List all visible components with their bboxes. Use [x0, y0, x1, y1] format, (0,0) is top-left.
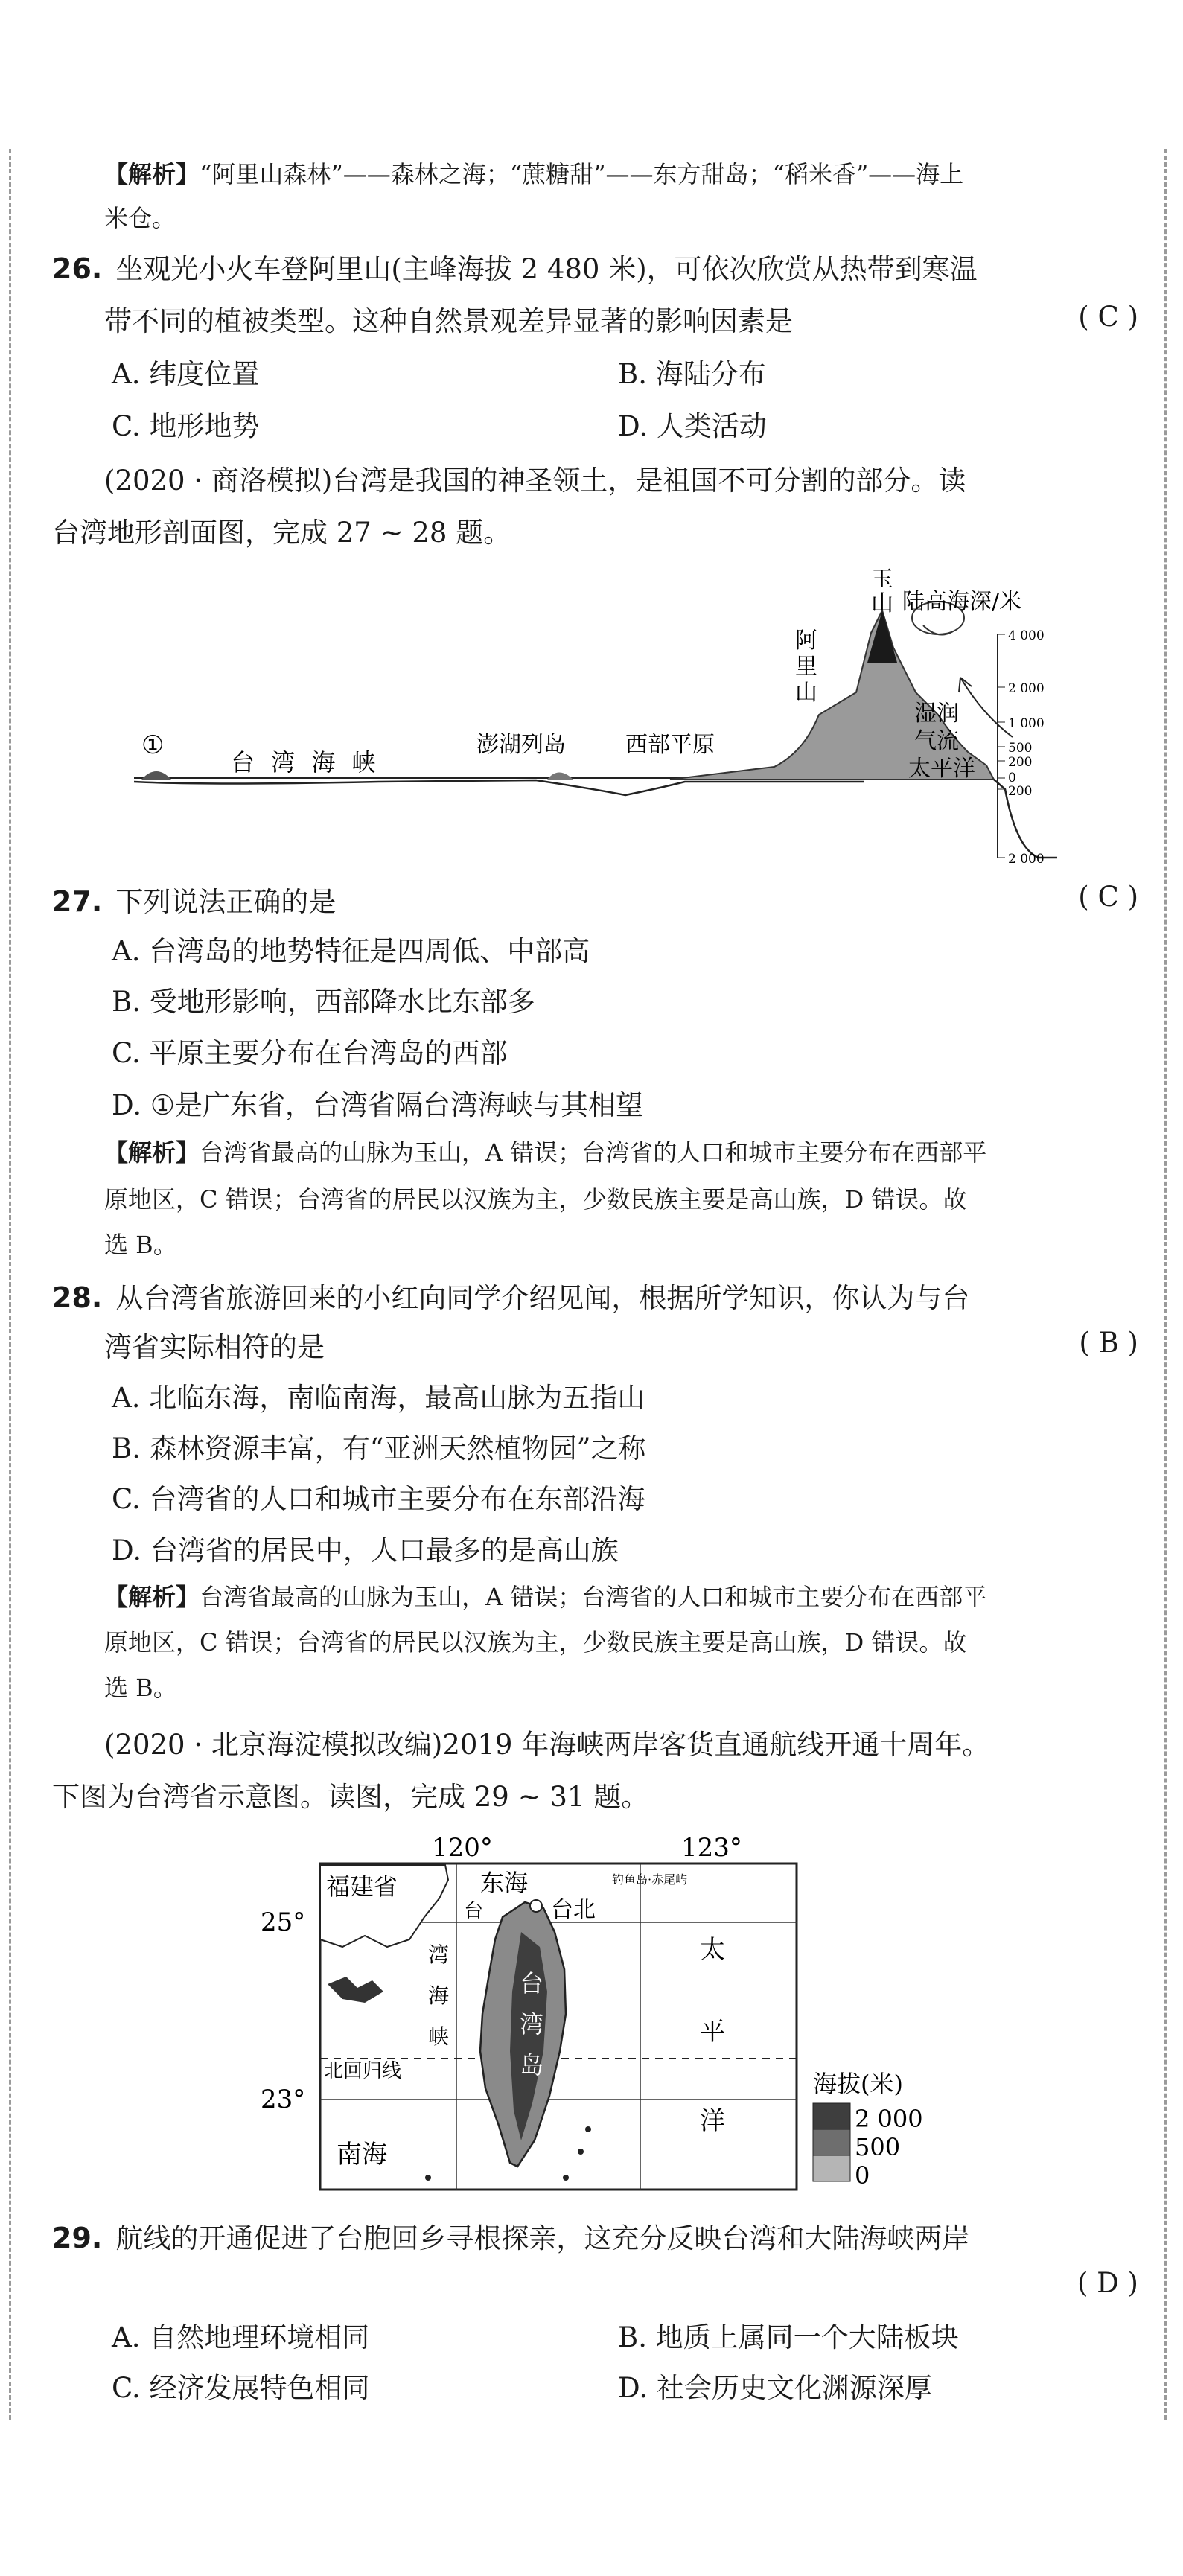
q27-stem — [52, 881, 1139, 923]
q28-option-b: B. 森林资源丰富，有“亚洲天然植物园”之称 — [112, 1432, 646, 1464]
scale-tick-2000-depth: 2 000 — [1008, 852, 1045, 867]
q27-analysis-line-2: 原地区，C 错误；台湾省的居民以汉族为主，少数民族主要是高山族，D 错误。故 — [104, 1185, 967, 1214]
q28-analysis-line-2: 原地区，C 错误；台湾省的居民以汉族为主，少数民族主要是高山族，D 错误。故 — [104, 1628, 967, 1657]
q28-analysis-tag: 【解析】 — [104, 1583, 200, 1611]
q27-analysis-line-3: 选 B。 — [104, 1231, 177, 1259]
scale-tick-200: 200 — [1008, 755, 1033, 770]
islet-dot-4 — [425, 2175, 431, 2181]
q26-option-b: B. 海陆分布 — [618, 358, 766, 390]
analysis-tag: 【解析】 — [104, 160, 200, 188]
lon-120-label: 120° — [432, 1833, 493, 1863]
taiwan-profile-figure — [119, 566, 1057, 871]
lon-123-label: 123° — [681, 1833, 742, 1863]
q27-option-c: C. 平原主要分布在台湾岛的西部 — [112, 1037, 508, 1069]
q28-stem-text: 从台湾省旅游回来的小红向同学介绍见闻，根据所学知识，你认为与台 — [115, 1282, 970, 1314]
taiwan-map-figure — [253, 1828, 923, 2200]
yushan-char-1: 玉 — [871, 567, 893, 593]
q26-option-d: D. 人类活动 — [618, 410, 767, 442]
donghai-label: 东海 — [480, 1869, 529, 1897]
yushan-char-2: 山 — [871, 590, 893, 616]
q26-number: 26. — [52, 252, 103, 285]
islet-dot-3 — [563, 2175, 569, 2181]
q29-option-a: A. 自然地理环境相同 — [112, 2321, 370, 2353]
intro-29-31-line-1: (2020 · 北京海淀模拟改编)2019 年海峡两岸客货直通航线开通十周年。 — [104, 1729, 990, 1761]
q28-analysis-line-3: 选 B。 — [104, 1674, 177, 1702]
humid-label: 湿润 — [914, 701, 959, 727]
alishan-char-1: 阿 — [795, 628, 817, 654]
q29-number: 29. — [52, 2222, 103, 2254]
nanhai-label: 南海 — [337, 2140, 387, 2169]
q27-analysis-line-1 — [104, 1132, 1183, 1173]
scale-tick-0: 0 — [1008, 771, 1016, 785]
q28-number: 28. — [52, 1281, 103, 1314]
q29-option-b: B. 地质上属同一个大陆板块 — [618, 2321, 959, 2353]
strait-char-1: 湾 — [428, 1942, 450, 1967]
pacific-char-3: 洋 — [700, 2106, 725, 2136]
alishan-char-3: 山 — [795, 680, 817, 706]
strait-char-2: 海 — [428, 1983, 450, 2008]
diaoyu-label: 钓鱼岛·赤尾屿 — [612, 1872, 688, 1887]
q28-analysis-text: 台湾省最高的山脉为玉山，A 错误；台湾省的人口和城市主要分布在西部平 — [200, 1583, 987, 1611]
q26-stem-line-2: 带不同的植被类型。这种自然景观差异显著的影响因素是 — [104, 305, 793, 337]
q26-answer: ( C ) — [1078, 301, 1138, 333]
island-char-1: 台 — [520, 1969, 544, 1998]
q28-answer: ( B ) — [1079, 1327, 1138, 1359]
mainland-landmass — [141, 771, 171, 780]
q26-option-a: A. 纬度位置 — [112, 358, 260, 390]
taibei-label: 台北 — [551, 1897, 596, 1923]
scale-tick-500: 500 — [1008, 741, 1033, 756]
pacific-char-1: 太 — [700, 1935, 725, 1965]
legend-value-0: 0 — [855, 2161, 870, 2190]
islet-dot-1 — [585, 2126, 591, 2132]
scale-ticks — [998, 634, 1005, 858]
q27-number: 27. — [52, 885, 103, 918]
q29-answer: ( D ) — [1077, 2267, 1138, 2299]
scale-tick-4000: 4 000 — [1008, 628, 1045, 643]
legend-value-2000: 2 000 — [855, 2105, 923, 2133]
strait-char-3: 峡 — [428, 2024, 450, 2049]
legend-swatch-low — [813, 2155, 850, 2181]
marker-1: ① — [141, 730, 165, 760]
island-char-3: 岛 — [520, 2051, 544, 2079]
island-char-2: 湾 — [520, 2010, 544, 2038]
legend-value-500: 500 — [855, 2133, 901, 2161]
tropic-label: 北回归线 — [324, 2060, 402, 2082]
left-margin-dashed-line — [9, 149, 11, 2420]
intro-analysis-line-1 — [104, 154, 1183, 194]
scale-tick-2000: 2 000 — [1008, 681, 1045, 696]
fujian-label: 福建省 — [326, 1872, 398, 1901]
q27-stem-text: 下列说法正确的是 — [115, 886, 337, 918]
penghu-landmass — [547, 773, 573, 780]
scale-tick-200-depth: 200 — [1008, 784, 1033, 799]
q28-option-d: D. 台湾省的居民中，人口最多的是高山族 — [112, 1534, 619, 1566]
intro-analysis-line-2: 米仓。 — [104, 204, 176, 232]
intro-27-28-line-1: (2020 · 商洛模拟)台湾是我国的神圣领土，是祖国不可分割的部分。读 — [104, 465, 966, 497]
q27-option-a: A. 台湾岛的地势特征是四周低、中部高 — [112, 935, 590, 967]
q26-option-c: C. 地形地势 — [112, 410, 260, 442]
scale-title: 陆高海深/米 — [902, 589, 1022, 615]
q28-option-a: A. 北临东海，南临南海，最高山脉为五指山 — [112, 1382, 645, 1414]
q26-stem-text: 坐观光小火车登阿里山(主峰海拔 2 480 米)，可依次欣赏从热带到寒温 — [115, 253, 978, 285]
q28-analysis-line-1 — [104, 1577, 1183, 1617]
pacific-label: 太平洋 — [908, 756, 975, 782]
q27-option-b: B. 受地形影响，西部降水比东部多 — [112, 986, 535, 1018]
intro-29-31-line-2: 下图为台湾省示意图。读图，完成 29 ~ 31 题。 — [52, 1781, 649, 1813]
legend-swatch-mid — [813, 2129, 850, 2155]
lat-25-label: 25° — [261, 1907, 306, 1937]
q26-stem-line-1 — [52, 248, 1139, 290]
penghu-label: 澎湖列岛 — [476, 732, 566, 758]
taibei-city-dot — [530, 1900, 542, 1912]
q29-option-c: C. 经济发展特色相同 — [112, 2372, 370, 2404]
q29-stem — [52, 2217, 1139, 2260]
airflow-arrow — [960, 678, 1013, 737]
q27-analysis-text: 台湾省最高的山脉为玉山，A 错误；台湾省的人口和城市主要分布在西部平 — [200, 1138, 987, 1167]
pacific-char-2: 平 — [700, 2017, 725, 2047]
q27-answer: ( C ) — [1078, 881, 1138, 913]
q29-stem-text: 航线的开通促进了台胞回乡寻根探亲，这充分反映台湾和大陆海峡两岸 — [115, 2222, 970, 2254]
strait-label: 台 湾 海 峡 — [231, 748, 380, 777]
intro-27-28-line-2: 台湾地形剖面图，完成 27 ~ 28 题。 — [52, 517, 511, 549]
alishan-char-2: 里 — [795, 654, 817, 680]
profile-svg — [119, 566, 1057, 871]
q28-option-c: C. 台湾省的人口和城市主要分布在东部沿海 — [112, 1483, 645, 1515]
tai-small-label: 台 — [464, 1900, 484, 1922]
map-svg — [253, 1828, 923, 2200]
q29-option-d: D. 社会历史文化渊源深厚 — [618, 2372, 932, 2404]
analysis-text: “阿里山森林”——森林之海；“蔗糖甜”——东方甜岛；“稻米香”——海上 — [200, 160, 964, 188]
strait-seafloor — [134, 780, 864, 795]
q28-stem-line-2: 湾省实际相符的是 — [104, 1331, 325, 1363]
legend-swatch-high — [813, 2103, 850, 2129]
q27-option-d: D. ①是广东省，台湾省隔台湾海峡与其相望 — [112, 1089, 644, 1121]
west-plain-label: 西部平原 — [625, 732, 715, 758]
airflow-label: 气流 — [914, 728, 959, 754]
lat-23-label: 23° — [261, 2085, 306, 2114]
scale-tick-1000: 1 000 — [1008, 716, 1045, 731]
q28-stem-line-1 — [52, 1277, 1139, 1319]
islet-dot-2 — [578, 2149, 584, 2155]
legend-title: 海拔(米) — [813, 2070, 903, 2098]
q27-analysis-tag: 【解析】 — [104, 1138, 200, 1167]
